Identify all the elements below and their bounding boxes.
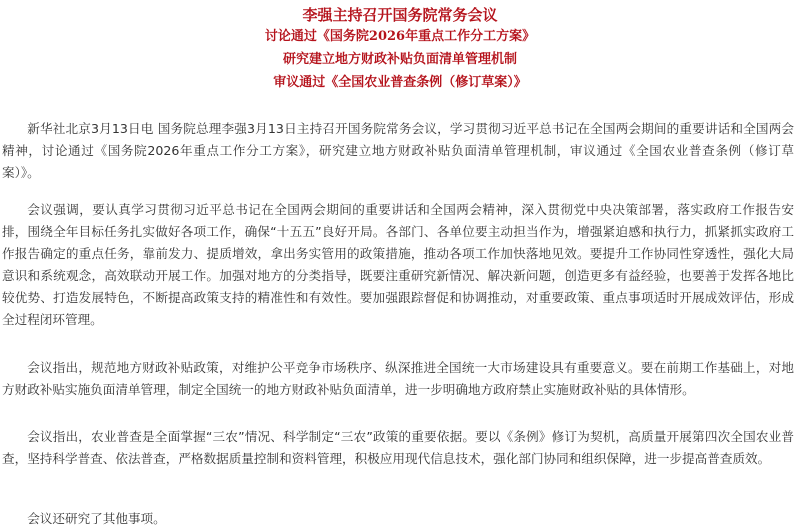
subhead-3: 审议通过《全国农业普查条例（修订草案）》 xyxy=(273,75,527,90)
paragraph-3: 会议指出，规范地方财政补贴政策，对维护公平竞争市场秩序、纵深推进全国统一大市场建设具有重要意义。要在前期工作基础上，对地方财政补贴实施负面清单管理，制定全国统一的地方财政补贴负面清单，进一步明确地方政府禁止实施财政补贴的具体情形。 xyxy=(2,360,794,397)
paragraph-5: 会议还研究了其他事项。 xyxy=(27,511,166,526)
subhead-2: 研究建立地方财政补贴负面清单管理机制 xyxy=(282,52,517,67)
title-block xyxy=(0,0,800,94)
paragraph-1: 新华社北京3月13日电 国务院总理李强3月13日主持召开国务院常务会议，学习贯彻习近平总书记在全国两会期间的重要讲话和全国两会精神，讨论通过《国务院2026年重点工作分工方案》，研究建立地方财政补贴负面清单管理机制，审议通过《全国农业普查条例（修订草案）》。 xyxy=(2,121,794,180)
headline: 李强主持召开国务院常务会议 xyxy=(302,6,498,24)
paragraph-2: 会议强调，要认真学习贯彻习近平总书记在全国两会期间的重要讲话和全国两会精神，深入贯彻党中央决策部署，落实政府工作报告安排，围绕全年目标任务扎实做好各项工作，确保“十五五”良好开局。各部门、各单位要主动担当作为，增强紧迫感和执行力，抓紧抓实政府工作报告确定的重点任务，靠前发力、提质增效，拿出务实管用的政策措施，推动各项工作加快落地见效。要提升工作协同性穿透性，强化大局意识和系统观念，高效联动开展工作。加强对地方的分类指导，既要注重研究新情况、解决新问题，创造更多有益经验，也要善于发挥各地比较优势、打造发展特色，不断提高政策支持的精准性和有效性。要加强跟踪督促和协调推动，对重要政策、重点事项适时开展成效评估，形成全过程闭环管理。 xyxy=(2,202,794,327)
paragraph-4: 会议指出，农业普查是全面掌握“三农”情况、科学制定“三农”政策的重要依据。要以《条例》修订为契机，高质量开展第四次全国农业普查，坚持科学普查、依法普查，严格数据质量控制和资料管理，积极应用现代信息技术，强化部门协同和组织保障，进一步提高普查质效。 xyxy=(2,429,794,466)
subhead-1: 讨论通过《国务院2026年重点工作分工方案》 xyxy=(264,29,536,44)
